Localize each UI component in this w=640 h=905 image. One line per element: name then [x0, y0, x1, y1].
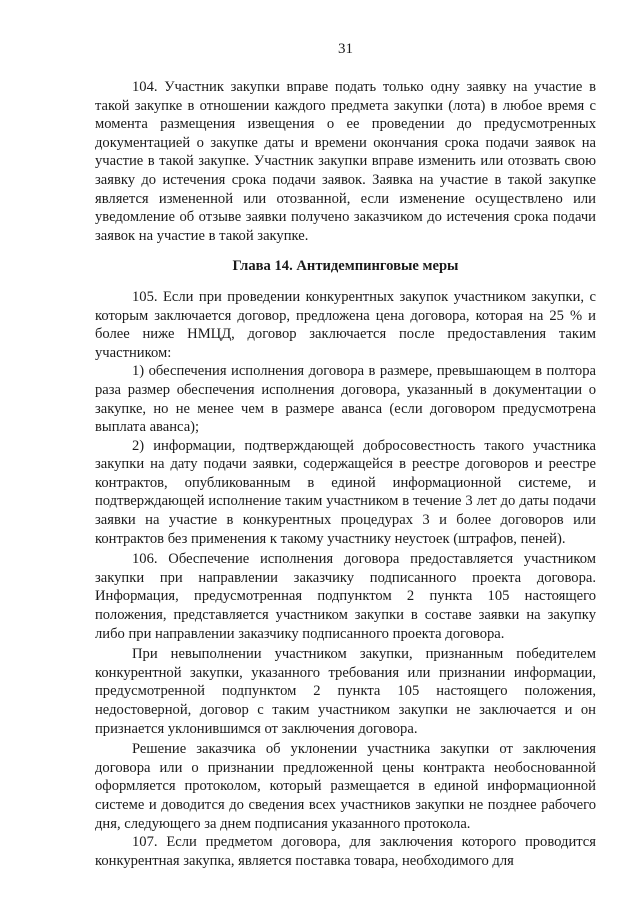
paragraph-104: 104. Участник закупки вправе подать только одну заявку на участие в такой закупке в отношении каждого предмета закупки (лота) в любое время с момента размещения извещения о ее проведении до предусмотренных документацией о закупке даты и времени окончания срока подачи заявок на участие в такой закупке. Участник закупки вправе изменить или отозвать свою заявку до истечения срока подачи заявок. Заявка на участие в такой закупке является измененной или отозванной, если изменение осуществлено или уведомление об отзыве заявки получено заказчиком до истечения срока подачи заявок на участие в такой закупке.: [95, 79, 596, 244]
chapter-heading: Глава 14. Антидемпинговые меры: [232, 258, 459, 275]
paragraph-107: 107. Если предметом договора, для заключения которого проводится конкурентная закупка, является поставка товара, необходимого для: [95, 834, 596, 869]
paragraph-106: 106. Обеспечение исполнения договора предоставляется участником закупки при направлении заказчику подписанного проекта договора. Информация, предусмотренная подпунктом 2 пункта 105 настоящего положения, представляется участником закупки в составе заявки на закупку либо при направлении заказчику подписанного проекта договора.: [95, 551, 596, 642]
paragraph-106-third: Решение заказчика об уклонении участника закупки от заключения договора или о признании предложенной цены контракта необоснованной оформляется протоколом, который размещается в единой информационной системе и доводится до сведения всех участников закупки не позднее рабочего дня, следующего за днем подписания указанного протокола.: [95, 741, 596, 832]
paragraph-105-item-2: 2) информации, подтверждающей добросовестность такого участника закупки на дату подачи заявки, содержащейся в реестре договоров и реестре контрактов, опубликованным в единой информационной системе, и подтверждающей исполнение таким участником в течение 3 лет до даты подачи заявки на участие в конкурентных процедурах 3 и более договоров или контрактов без применения к такому участнику неустоек (штрафов, пеней).: [95, 437, 596, 547]
page-number: 31: [338, 41, 353, 57]
paragraph-106-second: При невыполнении участником закупки, признанным победителем конкурентной закупки, указанного требования или признании информации, предусмотренной подпунктом 2 пункта 105 настоящего положения, недостоверной, договор с таким участником закупки не заключается и он признается уклонившимся от заключения договора.: [95, 646, 596, 737]
paragraph-105: 105. Если при проведении конкурентных закупок участником закупки, с которым заключается договор, предложена цена договора, которая на 25 % и более ниже НМЦД, договор заключается после предоставления таким участником:: [95, 288, 596, 361]
paragraph-105-item-1: 1) обеспечения исполнения договора в размере, превышающем в полтора раза размер обеспечения исполнения договора, указанный в документации о закупке, но не менее чем в размере аванса (если договором предусмотрена выплата аванса);: [95, 363, 596, 436]
